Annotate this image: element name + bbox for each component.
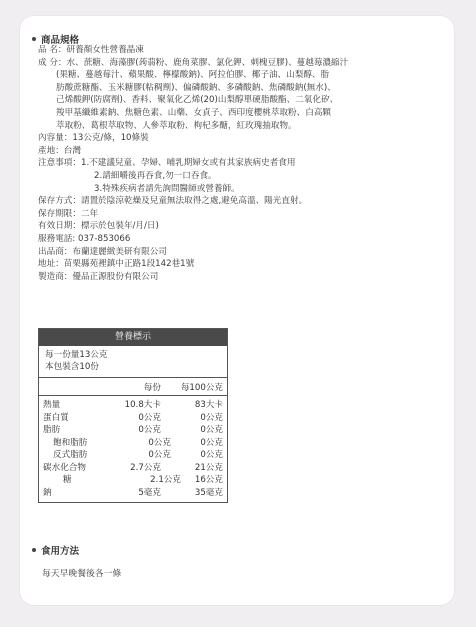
- spec-body: [38, 44, 438, 283]
- table-row: 糖 2.1公克 16公克: [63, 475, 223, 485]
- bullet-icon: [32, 548, 36, 552]
- table-row: 碳水化合物 2.7公克 21公克: [43, 462, 223, 473]
- table-row: 反式脂肪 0公克 0公克: [53, 450, 223, 460]
- address-line: 地址：苗栗縣苑裡鎮中正路1段142巷1號: [38, 259, 195, 270]
- ingredients-row: 成 分： 水、蔗糖、海藻膠(蒟蒻粉、鹿角菜膠、氯化鉀、刺槐豆膠)、蔓越莓濃縮汁: [38, 57, 349, 68]
- shelf-life-line: 保存期限：二年: [38, 208, 99, 219]
- table-row: 飽和脂肪 0公克 0公克: [53, 437, 223, 448]
- phone-line: 服務電話: 037-853066: [38, 233, 131, 244]
- ingredients-line: (果糖、蔓越莓汁、蘋果酸、檸檬酸鈉)、阿拉伯膠、椰子油、山梨醇、脂: [56, 70, 330, 81]
- manufacturer-line: 製造商：優品正源股份有限公司: [38, 271, 159, 282]
- per-100g-header: 每100公克: [180, 383, 223, 393]
- table-row: 鈉 5毫克 35毫克: [43, 487, 223, 498]
- bullet-icon: [32, 37, 36, 41]
- maker-line: 出品商：布蘭達麗緻美研有限公司: [38, 246, 167, 257]
- serving-info: [39, 346, 227, 378]
- content-line: 內容量：13公克/條，10條裝: [38, 133, 149, 144]
- nutrition-column-headers: [39, 378, 227, 396]
- product-name-row: 品 名： 研養顏女性營養晶凍: [38, 45, 144, 55]
- table-row: 熱量 10.8大卡 83大卡: [43, 400, 223, 410]
- ingredients-line: 肪酸蔗糖酯、玉米糖膠(粘稠劑)、偏磷酸鈉、多磷酸鈉、焦磷酸鈉(無水)、: [56, 82, 336, 93]
- nutrition-table: [38, 328, 228, 503]
- note-line: 2.請細嚼後再吞食,勿一口吞食。: [94, 170, 217, 181]
- nutrition-table-header: 營養標示: [39, 329, 227, 346]
- usage-section-title: 食用方法: [32, 543, 79, 557]
- ingredients-line: 己烯酸鉀(防腐劑)、香料、聚氧化乙烯(20)山梨醇單硬脂酸酯、二氧化矽、: [56, 95, 339, 106]
- table-row: 蛋白質 0公克 0公克: [43, 412, 223, 423]
- ingredients-line: 羧甲基纖維素鈉、焦糖色素、山藥、女貞子、西印度櫻桃萃取粉、白高顆: [56, 107, 332, 118]
- notes-row: 注意事項： 1.不建議兒童、孕婦、哺乳期婦女或有其家族病史者食用: [38, 158, 296, 169]
- storage-line: 保存方式：請置於陰涼乾燥及兒童無法取得之處,避免高溫、陽光直射。: [38, 196, 308, 207]
- ingredients-line: 萃取粉、葛根萃取物、人參萃取粉、枸杞多醣，紅玫瑰抽取物。: [56, 120, 297, 131]
- nutrition-rows: [39, 396, 227, 502]
- expiry-line: 有效日期：標示於包裝年/月/日): [38, 221, 159, 232]
- origin-line: 產地：台灣: [38, 145, 81, 156]
- table-row: 脂肪 0公克 0公克: [43, 425, 223, 435]
- servings-per-pack: 本包裝含10份: [45, 362, 99, 372]
- spec-section-title: 商品規格: [32, 32, 79, 46]
- note-line: 3.特殊疾病者請先詢問醫師或營養師。: [94, 183, 240, 194]
- product-spec-card: [20, 16, 454, 605]
- usage-text: 每天早晚餐後各一條: [42, 569, 122, 579]
- per-serving-header: 每份: [143, 383, 161, 393]
- serving-size: 每一份量13公克: [45, 350, 108, 360]
